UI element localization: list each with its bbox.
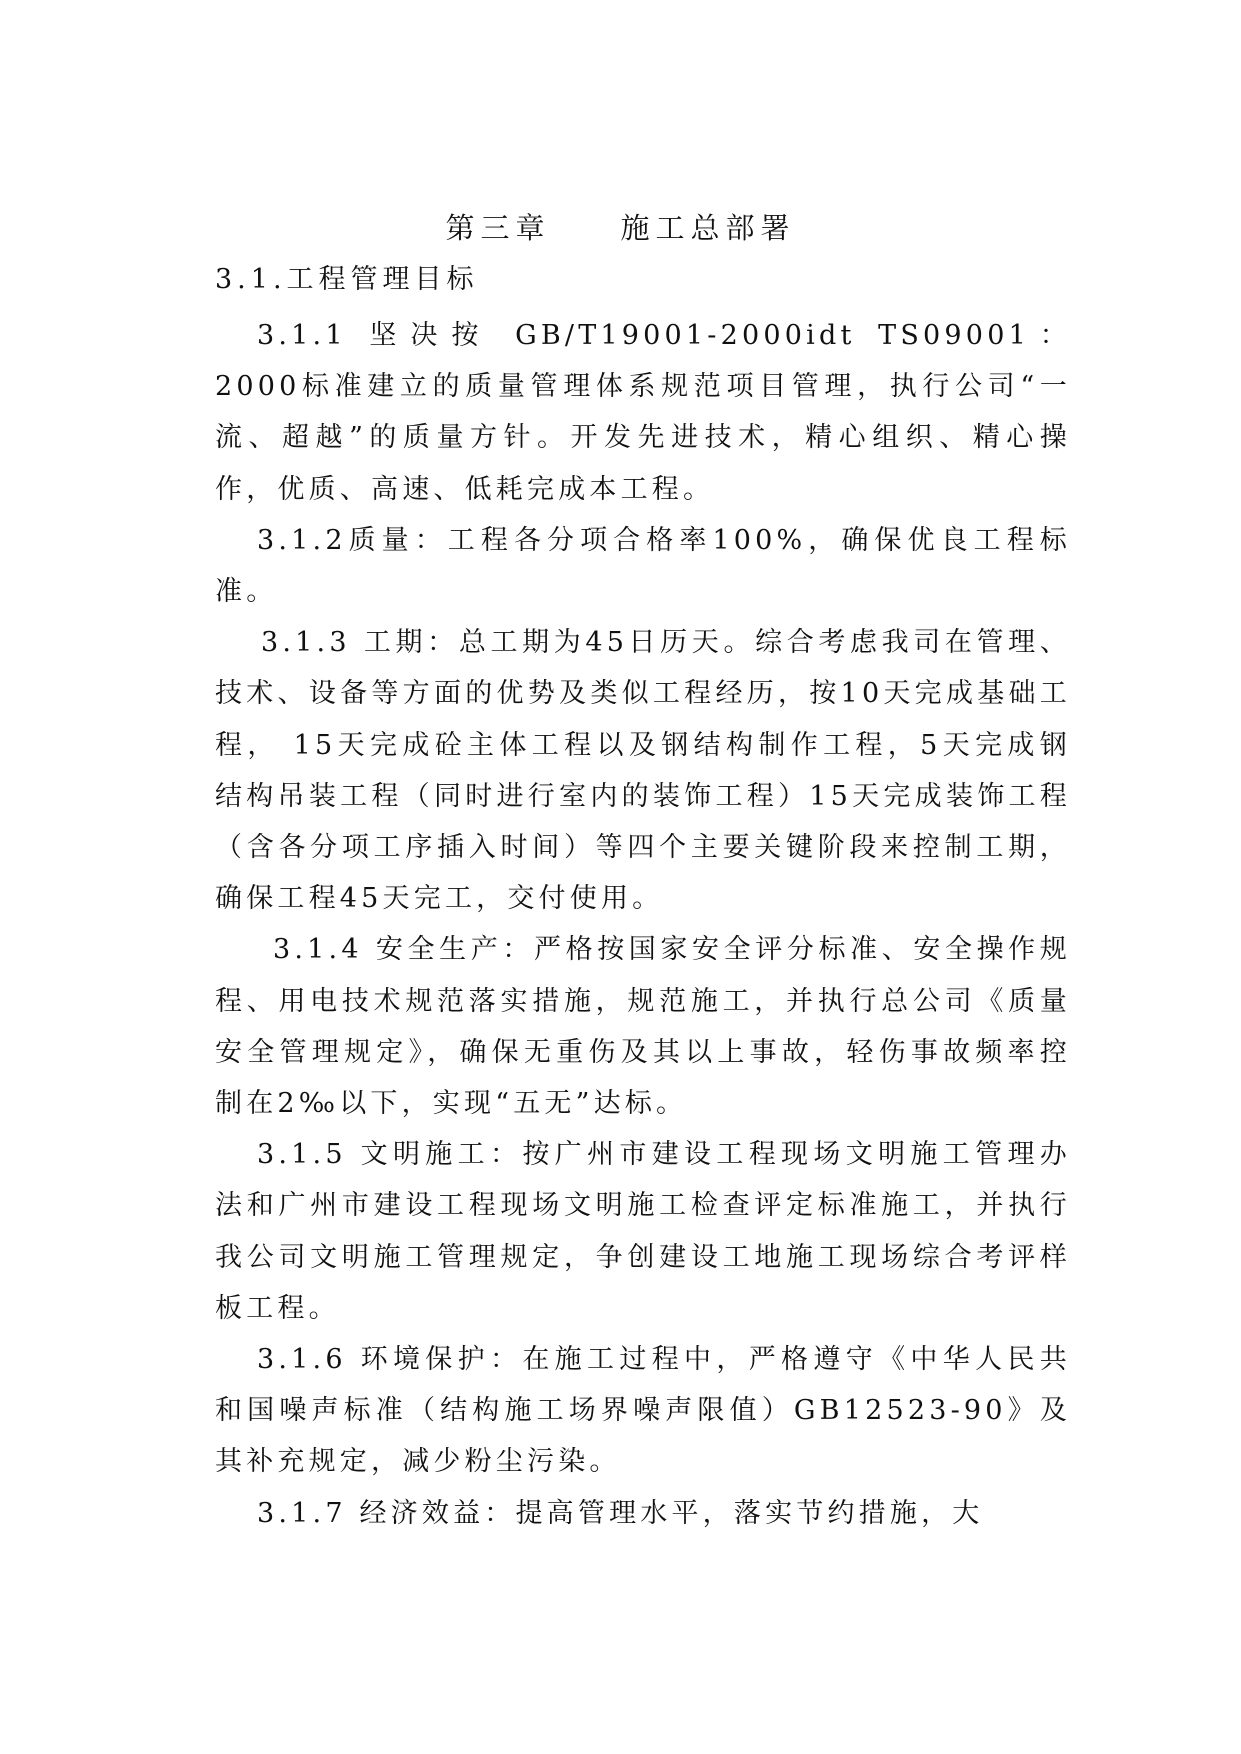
- chapter-title: 第三章 施工总部署: [445, 211, 796, 245]
- paragraph-quality: 3.1.2质量：工程各分项合格率100%，确保优良工程标准。: [215, 524, 1071, 608]
- paragraph-schedule: 3.1.3 工期：总工期为45日历天。综合考虑我司在管理、技术、设备等方面的优势及类似工程经历，按10天完成基础工程， 15天完成砼主体工程以及钢结构制作工程，5天完成钢结构吊装工程（同时进行室内的装饰工程）15天完成装饰工程（含各分项工序插入时间）等四个主要关键阶段来控制工期，确保工程45天完工，交付使用。: [215, 627, 1071, 915]
- paragraph-environment: 3.1.6 环境保护：在施工过程中，严格遵守《中华人民共和国噪声标准（结构施工场界噪声限值）GB12523-90》及其补充规定，减少粉尘污染。: [215, 1344, 1071, 1478]
- section-heading: 3.1.工程管理目标: [215, 264, 479, 295]
- paragraph-economic-benefit: 3.1.7 经济效益：提高管理水平，落实节约措施，大: [257, 1497, 984, 1529]
- paragraph-quality-system: 3.1.1 坚决按 GB/T19001-2000idt TS09001：2000标准建立的质量管理体系规范项目管理，执行公司“一流、超越”的质量方针。开发先进技术，精心组织、精心操作，优质、高速、低耗完成本工程。: [215, 320, 1071, 505]
- body-text: [215, 310, 1071, 1539]
- paragraph-civilized-construction: 3.1.5 文明施工：按广州市建设工程现场文明施工管理办法和广州市建设工程现场文明施工检查评定标准施工，并执行我公司文明施工管理规定，争创建设工地施工现场综合考评样板工程。: [215, 1139, 1071, 1324]
- paragraph-safety: 3.1.4 安全生产：严格按国家安全评分标准、安全操作规程、用电技术规范落实措施，规范施工，并执行总公司《质量安全管理规定》，确保无重伤及其以上事故，轻伤事故频率控制在2‰以下，实现“五无”达标。: [215, 934, 1071, 1120]
